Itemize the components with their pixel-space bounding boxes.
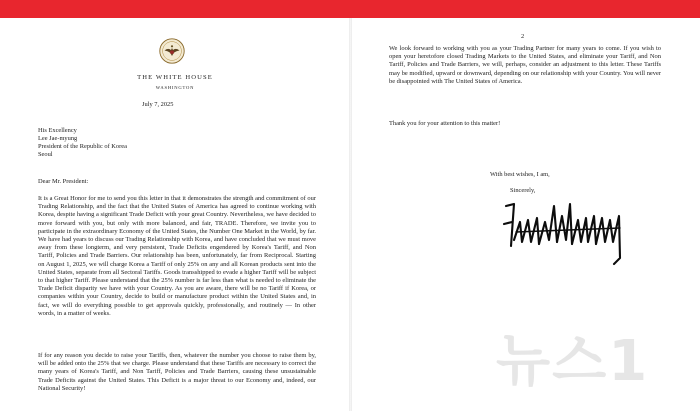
letter-date: July 7, 2025	[142, 101, 174, 108]
closing-line: With best wishes, I am,	[490, 171, 550, 178]
sincerely-line: Sincerely,	[510, 187, 536, 194]
salutation: Dear Mr. President:	[38, 178, 89, 185]
recipient-line: President of the Republic of Korea	[38, 143, 127, 150]
body-paragraph-2: If for any reason you decide to raise your Tariffs, then, whatever the number you choose to raise them by, will be added onto the 25% that we charge. Please understand that these Tariffs are necessary to correct the many years of Korea's Tariff, and Non Tariff, Policies and Trade Barriers, causing these unsustainable Trade Deficits against the United States. This Deficit is a major threat to our Economy and, indeed, our National Security!	[38, 352, 316, 392]
page-number: 2	[521, 33, 525, 40]
thanks-line: Thank you for your attention to this matter!	[389, 120, 501, 127]
letterhead-title: THE WHITE HOUSE	[137, 74, 213, 81]
news-watermark: 뉴스1	[496, 329, 650, 394]
recipient-line: His Excellency	[38, 127, 77, 134]
page2-paragraph: We look forward to working with you as your Trading Partner for many years to come. If you wish to open your heretofore closed Trading Markets to the United States, and eliminate your Tariff, and Non Tariff, Policies and Trade Barriers, we will, perhaps, consider an adjustment to this letter. These Tariffs may be modified, upward or downward, depending on our relationship with your Country. You will never be disappointed with The United States of America.	[389, 45, 661, 85]
letterhead-city: WASHINGTON	[155, 85, 195, 90]
top-banner	[0, 0, 700, 18]
handwritten-signature	[500, 198, 630, 268]
body-paragraph-1: It is a Great Honor for me to send you this letter in that it demonstrates the strength and commitment of our Trading Relationship, and the fact that the United States of America has agreed to continue working with Korea, despite having a significant Trade Deficit with your great Country. Nevertheless, we have decided to move forward with you, but only with more balanced, and fair, TRADE. Therefore, we invite you to participate in the extraordinary Economy of the United States, the Number One Market in the World, by far. We have had years to discuss our Trading Relationship with Korea, and have concluded that we must move away from these longterm, and very persistent, Trade Deficits engendered by Korea's Tariff, and Non Tariff, Policies and Trade Barriers. Our relationship has been, unfortunately, far from Reciprocal. Starting on August 1, 2025, we will charge Korea a Tariff of only 25% on any and all Korean products sent into the United States, separate from all Sectoral Tariffs. Goods transshipped to evade a higher Tariff will be subject to that higher Tariff. Please understand that the 25% number is far less than what is needed to eliminate the Trade Deficit disparity we have with your Country. As you are aware, there will be no Tariff if Korea, or companies within your Country, decide to build or manufacture product within the United States and, in fact, we will do everything possible to get approvals quickly, professionally, and routinely — In other words, in a matter of weeks.	[38, 195, 316, 317]
recipient-line: Lee Jae-myung	[38, 135, 78, 142]
recipient-line: Seoul	[38, 151, 53, 158]
presidential-seal-icon	[159, 38, 185, 64]
